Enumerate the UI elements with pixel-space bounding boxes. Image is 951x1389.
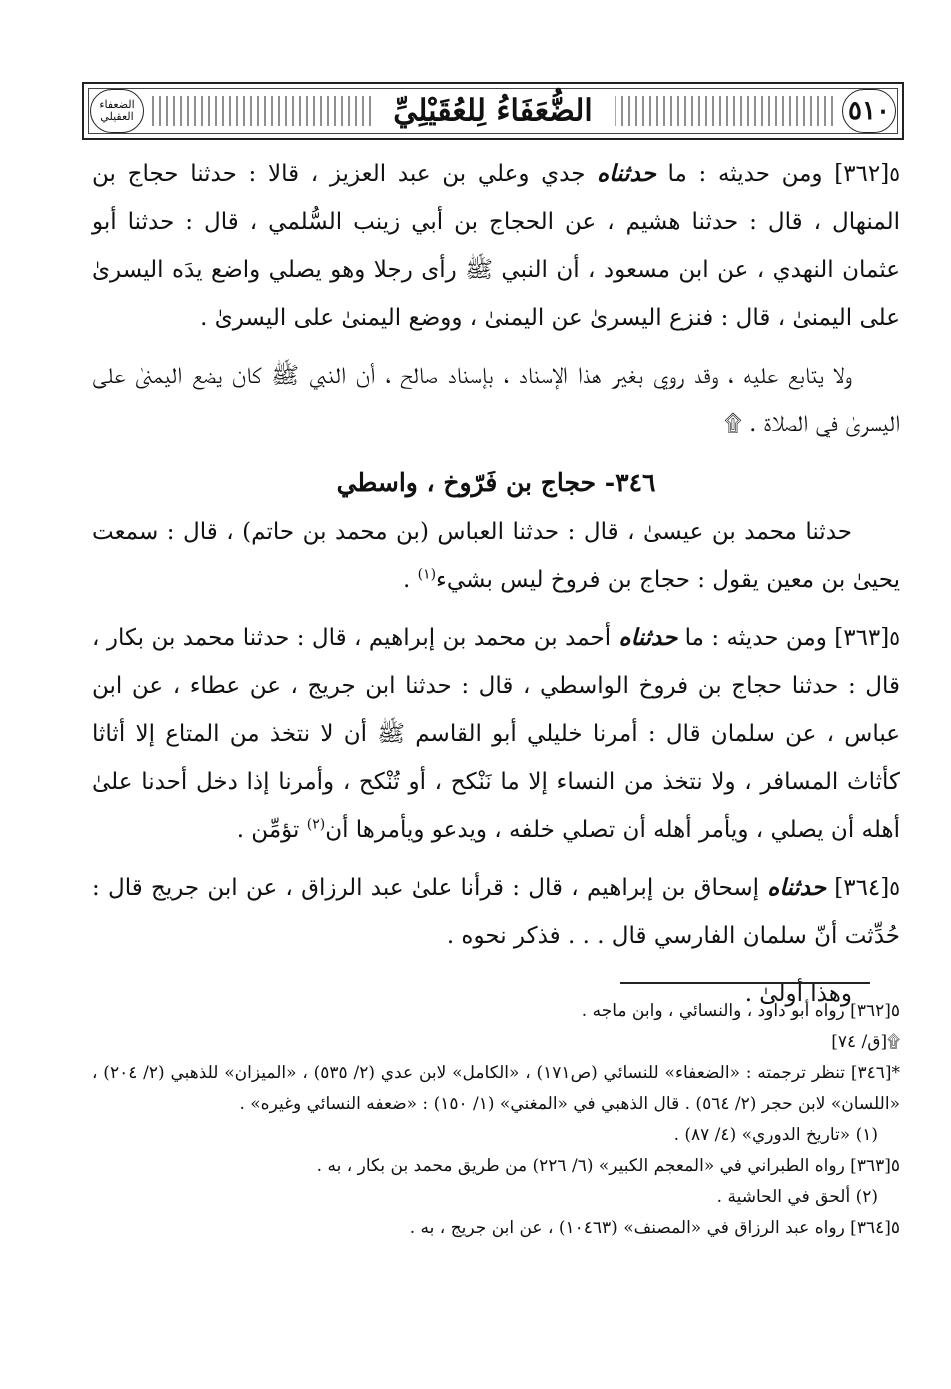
- footnote-divider: [620, 982, 870, 984]
- hadith-363-text-b: تؤمِّن .: [236, 817, 307, 843]
- hadith-363-text-a: أحمد بن محمد بن إبراهيم ، قال : حدثنا محمد بن بكار ، قال : حدثنا حجاج بن فروخ الواسطي ، قال : حدثنا ابن جريج ، عن عطاء ، عن ابن عباس ، عن سلمان قال : أمرنا خليلي أبو القاسم ﷺ أن لا نتخذ من المتاع إلا أثاثا كأثاث المسافر ، ولا نتخذ من النساء إلا ما نَنْكح ، أو تُنْكح ، وأمرنا إذا دخل أحدنا علىٰ أهله أن يصلي ، ويأمر أهله أن تصلي خلفه ، ويدعو ويأمرها أن: [92, 625, 900, 843]
- hadith-marker: ٥: [889, 162, 900, 186]
- hadith-362-comment: ولا يتابع عليه ، وقد روي بغير هذا الإسناد ، بإسناد صالح ، أن النبي ﷺ كان يضع اليمنىٰ على اليسرىٰ في الصلاة . ۩: [92, 363, 900, 437]
- hadith-362-intro: [٣٦٢] ومن حديثه : ما: [667, 161, 890, 187]
- footnote-2: (٢) ألحق في الحاشية .: [716, 1187, 878, 1207]
- page-number: ٥١٠: [848, 96, 890, 126]
- footnote-1: (١) «تاريخ الدوري» (٤/ ٨٧) .: [673, 1125, 878, 1145]
- entry-text: [92, 508, 900, 604]
- hadith-362-haddathana: حدثناه: [597, 160, 656, 187]
- entry-title: ٣٤٦- حجاج بن فَرّوخ ، واسطي: [336, 468, 656, 497]
- footnote-362: ٥[٣٦٢] رواه أبو داود ، والنسائي ، وابن ماجه .: [581, 1001, 900, 1021]
- book-logo: [90, 89, 144, 133]
- footnote-ref-2: (٢): [306, 816, 326, 833]
- hadith-marker: ٥: [889, 876, 901, 900]
- book-logo-text: الضعفاء العقيلي: [99, 98, 135, 123]
- page-header: [82, 82, 904, 140]
- entry-text-body: حدثنا محمد بن عيسىٰ ، قال : حدثنا العباس (بن محمد بن حاتم) ، قال : سمعت يحيىٰ بن معين يقول : حجاج بن فروخ ليس بشيء: [92, 519, 900, 593]
- hadith-364: [92, 864, 900, 960]
- hadith-363: [92, 614, 900, 854]
- hadith-363-intro: [٣٦٣] ومن حديثه : ما: [684, 625, 890, 651]
- book-title: الضُّعَفَاءُ لِلعُقَيْلِيِّ: [371, 94, 615, 129]
- page-number-badge: [842, 89, 896, 133]
- main-text: [92, 150, 900, 1018]
- hadith-364-text: إسحاق بن إبراهيم ، قال : قرأنا علىٰ عبد الرزاق ، عن ابن جريج قال : حُدِّثت أنّ سلمان الفارسي قال . . . فذكر نحوه .: [92, 875, 900, 949]
- footnote-363: ٥[٣٦٣] رواه الطبراني في «المعجم الكبير» (٦/ ٢٢٦) من طريق محمد بن بكار ، به .: [316, 1156, 900, 1176]
- closing-remark: وهذا أولىٰ .: [744, 981, 852, 1007]
- hadith-marker: ٥: [889, 626, 901, 650]
- hadith-364-haddathana: حدثناه: [767, 874, 826, 901]
- hadith-362: [92, 150, 900, 342]
- hadith-364-intro: [٣٦٤]: [834, 875, 890, 901]
- footnote-folio: ۩[ق/ ٧٤]: [831, 1032, 900, 1052]
- footnotes: [92, 996, 900, 1244]
- footnote-346: *[٣٤٦] تنظر ترجمته : «الضعفاء» للنسائي (ص١٧١) ، «الكامل» لابن عدي (٢/ ٥٣٥) ، «الميزان» للذهبي (٢/ ٢٠٤) ، «اللسان» لابن حجر (٢/ ٥٦٤) . قال الذهبي في «المغني» (١/ ١٥٠) : «ضعفه النسائي وغيره» .: [92, 1063, 900, 1114]
- hadith-363-haddathana: حدثناه: [618, 624, 678, 651]
- entry-text-end: .: [402, 567, 418, 593]
- footnote-364: ٥[٣٦٤] رواه عبد الرزاق في «المصنف» (١٠٤٦٣) ، عن ابن جريج ، به .: [409, 1218, 900, 1238]
- hadith-362-text: جدي وعلي بن عبد العزيز ، قالا : حدثنا حجاج بن المنهال ، قال : حدثنا هشيم ، عن الحجاج بن أبي زينب السُّلمي ، قال : حدثنا أبو عثمان النهدي ، عن ابن مسعود ، أن النبي ﷺ رأى رجلا وهو يصلي واضع يدَه اليسرىٰ على اليمنىٰ ، قال : فنزع اليسرىٰ عن اليمنىٰ ، ووضع اليمنىٰ على اليسرىٰ .: [92, 161, 900, 331]
- footnote-ref-1: (١): [417, 566, 437, 583]
